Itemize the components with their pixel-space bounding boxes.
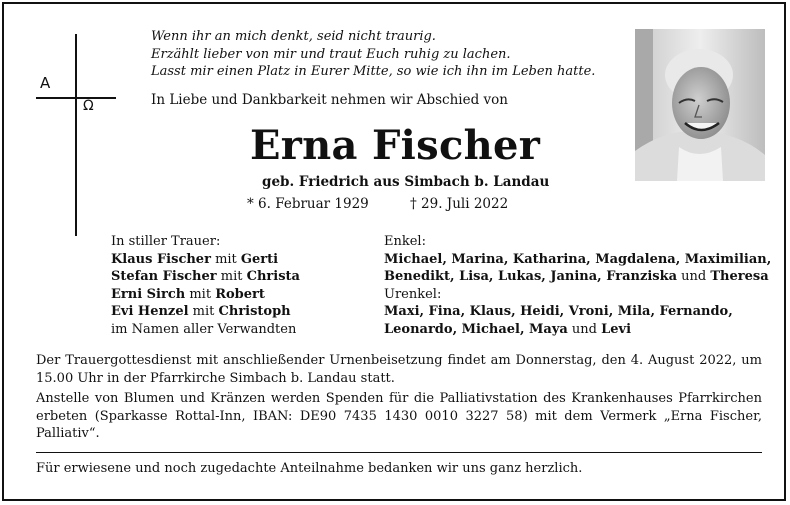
cross-vertical-bar [75,34,77,236]
great-grandchildren-line: Leonardo, Michael, Maya und Levi [384,321,632,337]
great-grandchildren-heading: Urenkel: [384,286,442,302]
mourners-column [111,233,300,338]
poem [151,28,595,81]
divider [36,452,762,453]
deceased-name: Erna Fischer [250,122,541,169]
portrait-illustration [635,29,765,181]
mourner-line: Stefan Fischer mit Christa [111,269,300,284]
death-date: † 29. Juli 2022 [410,196,509,212]
poem-line: Lasst mir einen Platz in Eurer Mitte, so wie ich ihn im Leben hatte. [151,64,596,79]
donation-notice: Anstelle von Blumen und Kränzen werden Spenden für die Palliativstation des Krankenhauses Pfarrkirchen erbeten (Sparkasse Rottal-Inn, IBAN: DE90 7435 1430 0010 3227 58) mit dem Vermerk „Erna Fischer, Palliativ“. [36,391,762,441]
grandchildren-line: Benedikt, Lisa, Lukas, Janina, Franziska und Theresa [384,269,769,284]
obituary-notice [2,2,786,501]
grandchildren-heading: Enkel: [384,234,426,249]
alpha-symbol: A [40,74,51,92]
poem-line: Erzählt lieber von mir und traut Euch ruhig zu lachen. [151,46,511,62]
poem-line: Wenn ihr an mich denkt, seid nicht traurig. [151,29,436,44]
cross-horizontal-bar [36,97,116,99]
mourners-closing: im Namen aller Verwandten [111,321,297,337]
birth-date: * 6. Februar 1929 [247,196,369,212]
omega-symbol: Ω [83,98,94,114]
maiden-name: geb. Friedrich aus Simbach b. Landau [262,174,550,190]
service-notice: Der Trauergottesdienst mit anschließender Urnenbeisetzung findet am Donnerstag, den 4. August 2022, um 15.00 Uhr in der Pfarrkirche Simbach b. Landau statt. [36,353,762,386]
mourner-line: Erni Sirch mit Robert [111,286,265,302]
grandchildren-line: Michael, Marina, Katharina, Magdalena, Maximilian, [384,251,772,267]
mourner-line: Klaus Fischer mit Gerti [111,251,279,267]
grandchildren-column [384,233,771,338]
mourner-line: Evi Henzel mit Christoph [111,304,291,319]
thanks-note: Für erwiesene und noch zugedachte Anteilnahme bedanken wir uns ganz herzlich. [36,461,583,476]
great-grandchildren-line: Maxi, Fina, Klaus, Heidi, Vroni, Mila, Fernando, [384,304,733,319]
mourners-heading: In stiller Trauer: [111,234,221,249]
intro-text: In Liebe und Dankbarkeit nehmen wir Abschied von [151,92,508,108]
portrait-photo [635,29,765,181]
